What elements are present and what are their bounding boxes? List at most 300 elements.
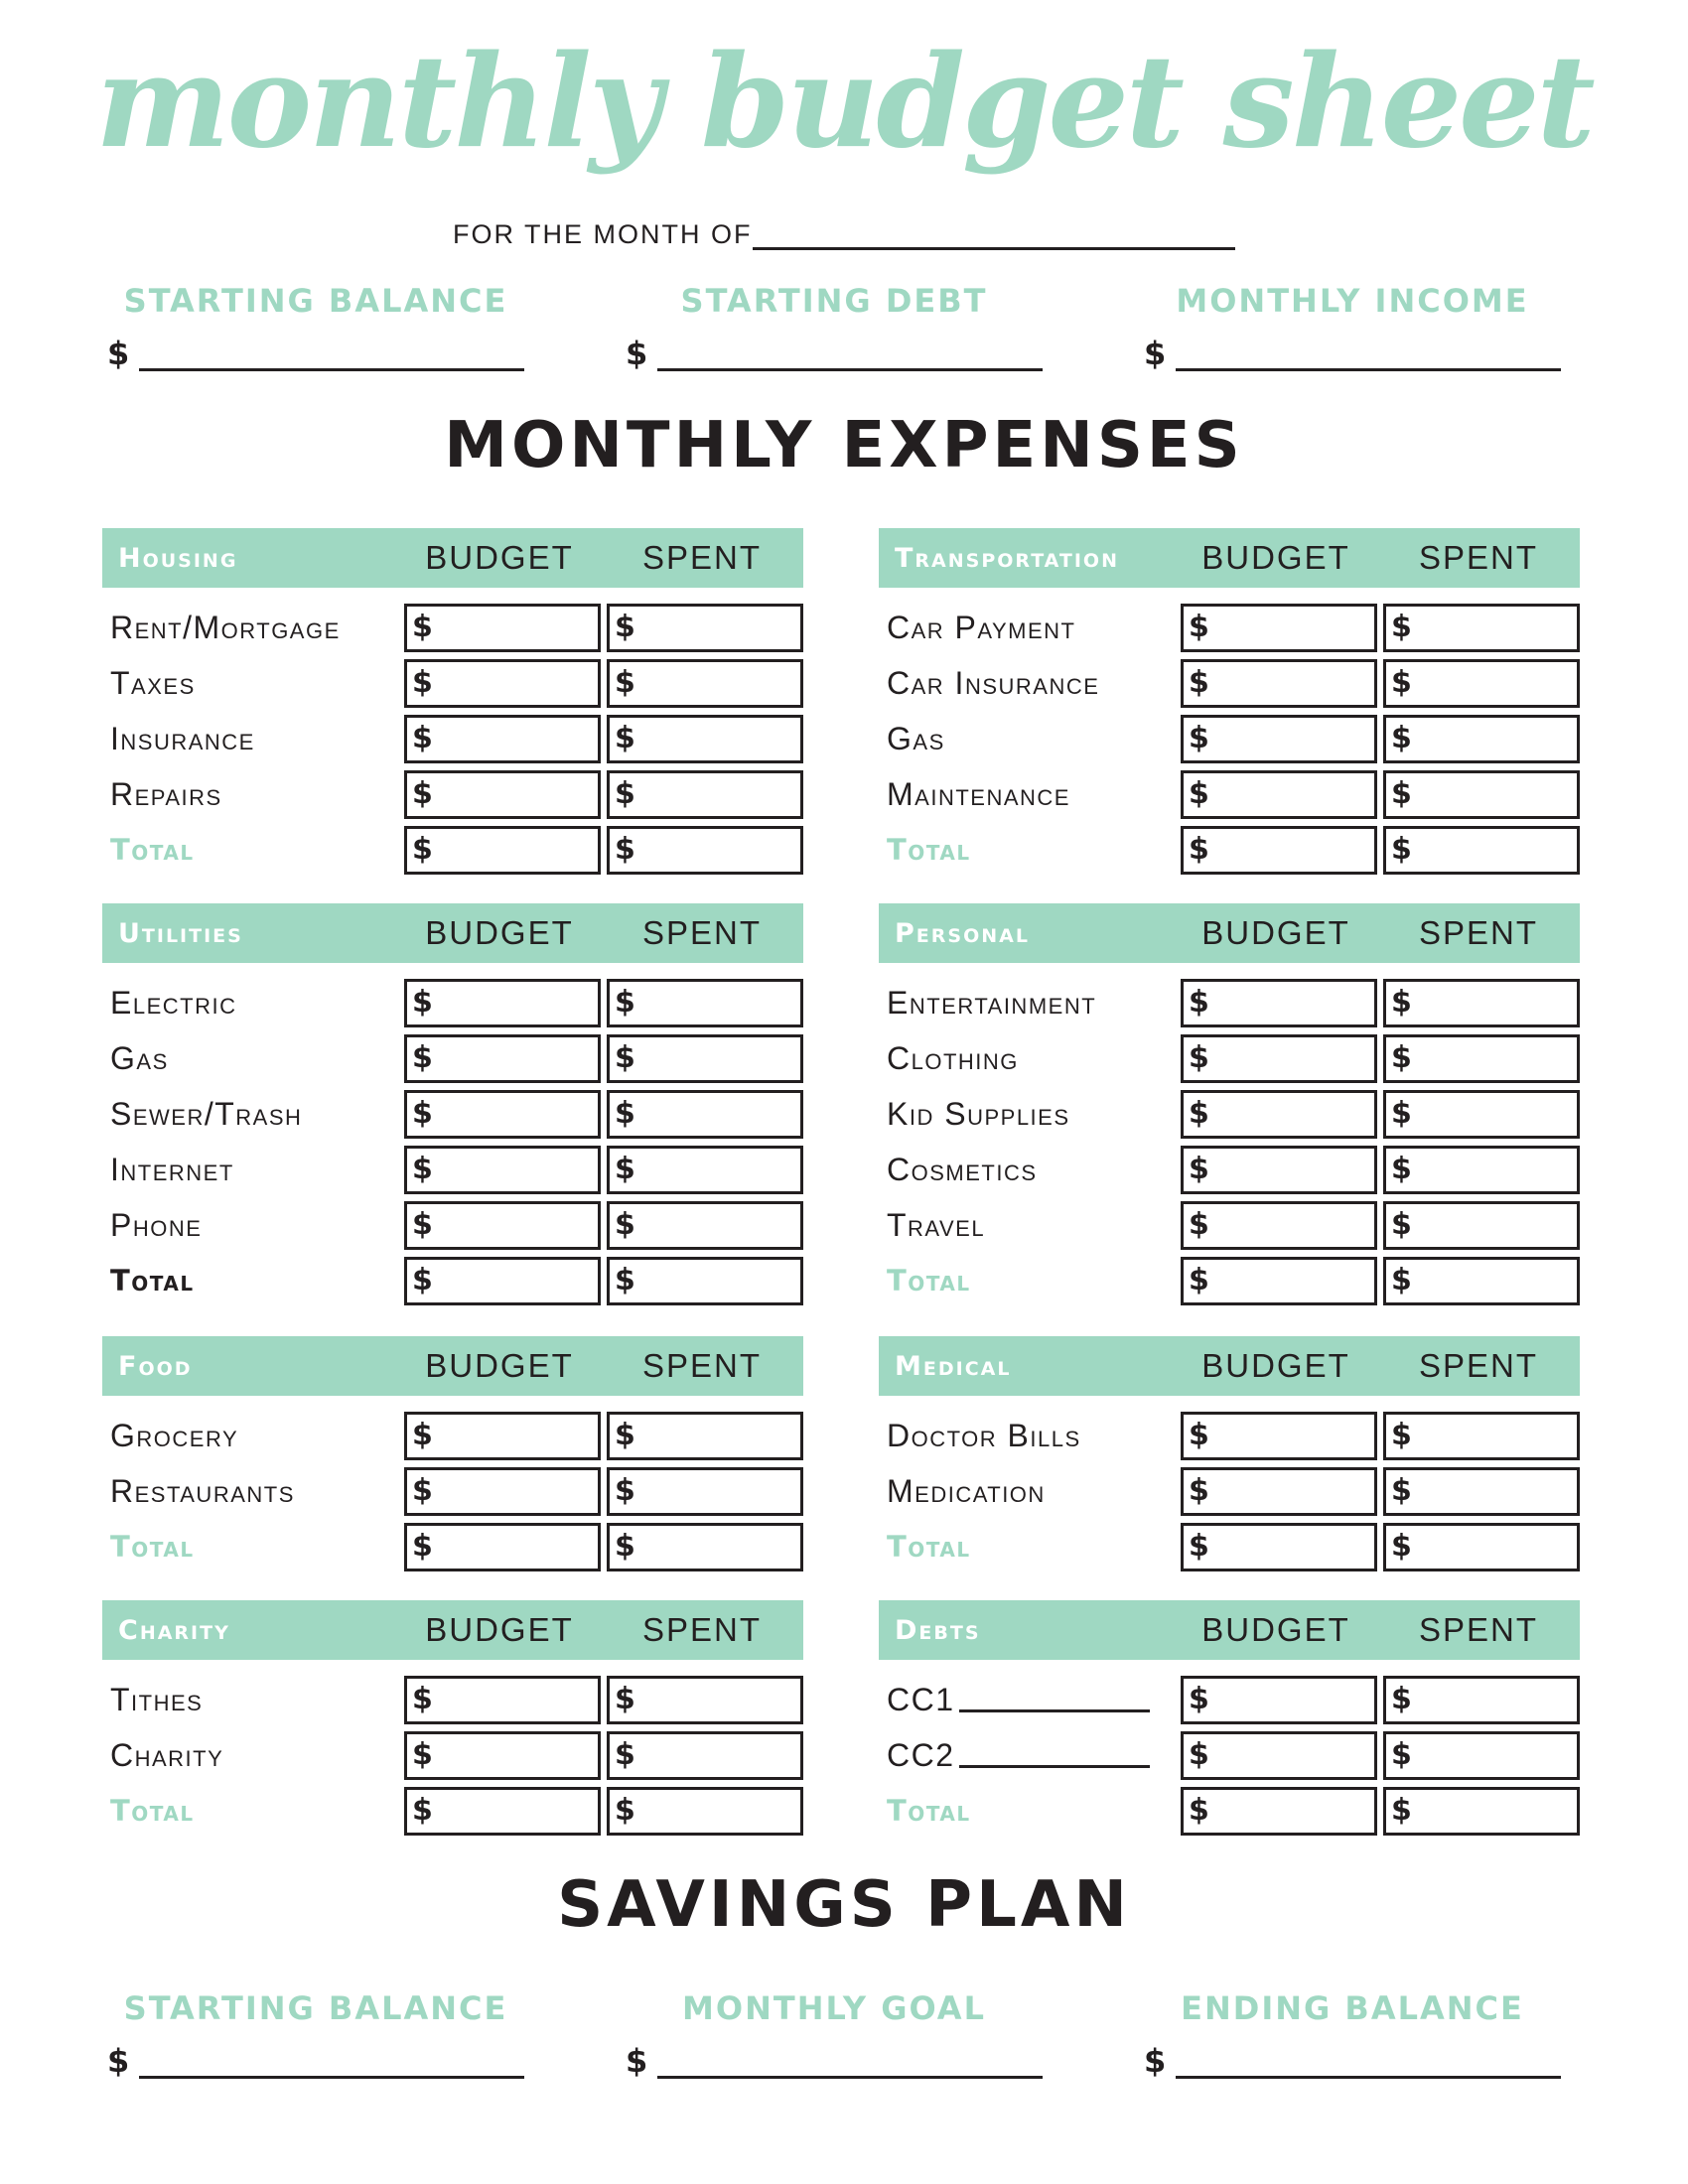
- savings-plan-heading: SAVINGS PLAN: [557, 1868, 1131, 1942]
- budget-input-housing-total[interactable]: [404, 826, 601, 875]
- row-label: Tithes: [110, 1681, 204, 1717]
- expense-row-transportation-car-payment: [879, 600, 1580, 655]
- row-label-container: [102, 1794, 398, 1828]
- expense-row-food-restaurants: [102, 1463, 803, 1519]
- row-label: Maintenance: [887, 775, 1070, 812]
- category-rows: [102, 1408, 803, 1574]
- dollar-sign: $: [1189, 665, 1209, 700]
- row-label: CC1: [887, 1681, 955, 1717]
- row-label: Total: [887, 1530, 971, 1564]
- category-title: Debts: [895, 1614, 981, 1646]
- category-header: [102, 528, 803, 588]
- expense-row-food-total: [102, 1519, 803, 1574]
- spent-input-utilities-sewer-trash[interactable]: [607, 1090, 803, 1139]
- category-header: [879, 1600, 1580, 1660]
- dollar-sign: $: [412, 665, 433, 700]
- row-label-container: [879, 1040, 1175, 1077]
- budget-input-debts-total[interactable]: [1181, 1787, 1377, 1836]
- expense-row-personal-clothing: [879, 1030, 1580, 1086]
- dollar-sign: $: [1391, 1418, 1412, 1452]
- expense-row-housing-total: [102, 822, 803, 878]
- dollar-sign: $: [412, 1096, 433, 1131]
- category-title: Food: [118, 1350, 193, 1382]
- row-label: Clothing: [887, 1039, 1019, 1076]
- spent-column-label: SPENT: [641, 1347, 763, 1384]
- budget-input-personal-cosmetics[interactable]: [1181, 1146, 1377, 1194]
- row-label: Restaurants: [110, 1472, 295, 1509]
- row-label-container: [102, 1530, 398, 1564]
- spent-input-food-grocery[interactable]: [607, 1412, 803, 1460]
- debt-name-input-line[interactable]: [959, 1687, 1150, 1712]
- budget-input-food-total[interactable]: [404, 1523, 601, 1571]
- budget-input-utilities-electric[interactable]: [404, 979, 601, 1027]
- month-field: [453, 214, 1235, 250]
- expense-row-debts-cc1: [879, 1672, 1580, 1727]
- dollar-sign: $: [1189, 610, 1209, 644]
- spent-input-utilities-gas[interactable]: [607, 1034, 803, 1083]
- dollar-sign: $: [412, 1529, 433, 1564]
- dollar-sign: $: [1391, 1793, 1412, 1828]
- row-label-container: [879, 1737, 1175, 1774]
- spent-input-personal-travel[interactable]: [1383, 1201, 1580, 1250]
- field-label: MONTHLY INCOME: [1176, 282, 1529, 320]
- budget-input-medical-medication[interactable]: [1181, 1467, 1377, 1516]
- expense-row-utilities-electric: [102, 975, 803, 1030]
- category-rows: [879, 600, 1580, 878]
- expense-row-transportation-maintenance: [879, 766, 1580, 822]
- row-label: Car Insurance: [887, 664, 1100, 701]
- spent-input-charity-charity[interactable]: [607, 1731, 803, 1780]
- starting-debt-input-line[interactable]: [657, 338, 1043, 371]
- spent-input-transportation-gas[interactable]: [1383, 715, 1580, 763]
- category-rows: [102, 600, 803, 878]
- expense-row-personal-cosmetics: [879, 1142, 1580, 1197]
- dollar-sign: $: [1144, 2042, 1167, 2080]
- spent-column-label: SPENT: [641, 539, 763, 576]
- budget-input-utilities-sewer-trash[interactable]: [404, 1090, 601, 1139]
- expense-row-transportation-car-insurance: [879, 655, 1580, 711]
- row-label: Gas: [887, 720, 945, 756]
- starting-balance-input-line[interactable]: [139, 338, 524, 371]
- dollar-sign: $: [615, 985, 635, 1020]
- row-label: Doctor Bills: [887, 1417, 1081, 1453]
- field-label: STARTING BALANCE: [123, 1989, 508, 2027]
- row-label-container: [879, 1096, 1175, 1133]
- row-label-container: [102, 1264, 398, 1297]
- dollar-sign: $: [1189, 832, 1209, 867]
- monthly-goal-input-line[interactable]: [657, 2045, 1043, 2079]
- expense-row-utilities-internet: [102, 1142, 803, 1197]
- dollar-sign: $: [1189, 1529, 1209, 1564]
- budget-input-utilities-gas[interactable]: [404, 1034, 601, 1083]
- spent-input-debts-total[interactable]: [1383, 1787, 1580, 1836]
- dollar-sign: $: [107, 335, 130, 372]
- spent-input-charity-total[interactable]: [607, 1787, 803, 1836]
- field-label: ENDING BALANCE: [1181, 1989, 1524, 2027]
- monthly-income-input-line[interactable]: [1176, 338, 1561, 371]
- row-label-container: [102, 1682, 398, 1718]
- row-label-container: [102, 1096, 398, 1133]
- category-rows: [102, 975, 803, 1308]
- expense-row-transportation-total: [879, 822, 1580, 878]
- budget-input-transportation-car-payment[interactable]: [1181, 604, 1377, 652]
- dollar-sign: $: [1391, 1473, 1412, 1508]
- budget-column-label: BUDGET: [425, 1347, 574, 1384]
- row-label-container: [879, 1152, 1175, 1188]
- spent-input-housing-total[interactable]: [607, 826, 803, 875]
- dollar-sign: $: [1391, 1737, 1412, 1772]
- row-label-container: [879, 776, 1175, 813]
- row-label: Entertainment: [887, 984, 1097, 1021]
- dollar-sign: $: [615, 665, 635, 700]
- budget-column-label: BUDGET: [425, 539, 574, 576]
- monthly-income-field: [1144, 282, 1561, 371]
- budget-input-charity-charity[interactable]: [404, 1731, 601, 1780]
- category-housing: [102, 528, 803, 878]
- dollar-sign: $: [1144, 335, 1167, 372]
- budget-input-personal-clothing[interactable]: [1181, 1034, 1377, 1083]
- spent-input-medical-medication[interactable]: [1383, 1467, 1580, 1516]
- expense-row-debts-total: [879, 1783, 1580, 1839]
- dollar-sign: $: [1189, 985, 1209, 1020]
- expense-row-housing-repairs: [102, 766, 803, 822]
- row-label-container: [879, 1207, 1175, 1244]
- row-label-container: [102, 985, 398, 1022]
- row-label: Total: [110, 833, 195, 867]
- category-header: [102, 1336, 803, 1396]
- row-label-container: [102, 776, 398, 813]
- expense-row-utilities-total: [102, 1253, 803, 1308]
- row-label-container: [102, 1040, 398, 1077]
- budget-input-transportation-total[interactable]: [1181, 826, 1377, 875]
- budget-input-personal-travel[interactable]: [1181, 1201, 1377, 1250]
- dollar-sign: $: [412, 1418, 433, 1452]
- dollar-sign: $: [1189, 1737, 1209, 1772]
- category-charity: [102, 1600, 803, 1839]
- expense-row-charity-tithes: [102, 1672, 803, 1727]
- expense-row-housing-rent-mortgage: [102, 600, 803, 655]
- row-label-container: [102, 1418, 398, 1454]
- budget-input-transportation-maintenance[interactable]: [1181, 770, 1377, 819]
- row-label-container: [879, 1682, 1175, 1718]
- dollar-sign: $: [412, 1040, 433, 1075]
- dollar-sign: $: [615, 1152, 635, 1186]
- spent-input-housing-rent-mortgage[interactable]: [607, 604, 803, 652]
- debt-name-input-line[interactable]: [959, 1742, 1150, 1768]
- row-label-container: [879, 610, 1175, 646]
- budget-input-personal-entertainment[interactable]: [1181, 979, 1377, 1027]
- row-label-container: [879, 1794, 1175, 1828]
- row-label: Total: [887, 1264, 971, 1297]
- dollar-sign: $: [615, 1263, 635, 1297]
- row-label: Charity: [110, 1736, 224, 1773]
- dollar-sign: $: [1391, 610, 1412, 644]
- dollar-sign: $: [1189, 721, 1209, 755]
- spent-input-charity-tithes[interactable]: [607, 1676, 803, 1724]
- expense-row-personal-entertainment: [879, 975, 1580, 1030]
- spent-input-utilities-internet[interactable]: [607, 1146, 803, 1194]
- row-label: Grocery: [110, 1417, 239, 1453]
- category-title: Medical: [895, 1350, 1012, 1382]
- spent-column-label: SPENT: [1418, 539, 1539, 576]
- row-label-container: [102, 1473, 398, 1510]
- expense-row-medical-total: [879, 1519, 1580, 1574]
- budget-input-housing-taxes[interactable]: [404, 659, 601, 708]
- budget-input-debts-cc2[interactable]: [1181, 1731, 1377, 1780]
- category-rows: [879, 1408, 1580, 1574]
- dollar-sign: $: [412, 1682, 433, 1716]
- dollar-sign: $: [1189, 1263, 1209, 1297]
- dollar-sign: $: [1391, 985, 1412, 1020]
- row-label-container: [879, 1473, 1175, 1510]
- row-label-container: [879, 1418, 1175, 1454]
- expense-row-utilities-phone: [102, 1197, 803, 1253]
- budget-input-utilities-phone[interactable]: [404, 1201, 601, 1250]
- expense-row-medical-doctor-bills: [879, 1408, 1580, 1463]
- dollar-sign: $: [1391, 1207, 1412, 1242]
- dollar-sign: $: [412, 1737, 433, 1772]
- row-label: Phone: [110, 1206, 203, 1243]
- dollar-sign: $: [1391, 1152, 1412, 1186]
- row-label: Insurance: [110, 720, 255, 756]
- spent-column-label: SPENT: [1418, 1611, 1539, 1648]
- spent-input-utilities-electric[interactable]: [607, 979, 803, 1027]
- starting-debt-field: [626, 282, 1043, 371]
- savings-starting-balance-field: [107, 1989, 524, 2079]
- budget-input-personal-kid-supplies[interactable]: [1181, 1090, 1377, 1139]
- category-debts: [879, 1600, 1580, 1839]
- spent-input-personal-clothing[interactable]: [1383, 1034, 1580, 1083]
- spent-input-housing-taxes[interactable]: [607, 659, 803, 708]
- budget-input-transportation-car-insurance[interactable]: [1181, 659, 1377, 708]
- budget-input-housing-repairs[interactable]: [404, 770, 601, 819]
- row-label: Repairs: [110, 775, 222, 812]
- row-label-container: [102, 1207, 398, 1244]
- expense-row-charity-charity: [102, 1727, 803, 1783]
- spent-input-personal-entertainment[interactable]: [1383, 979, 1580, 1027]
- dollar-sign: $: [1391, 721, 1412, 755]
- dollar-sign: $: [412, 1207, 433, 1242]
- ending-balance-input-line[interactable]: [1176, 2045, 1561, 2079]
- budget-input-housing-rent-mortgage[interactable]: [404, 604, 601, 652]
- category-header: [879, 528, 1580, 588]
- category-title: Transportation: [895, 542, 1119, 574]
- savings-starting-balance-input-line[interactable]: [139, 2045, 524, 2079]
- dollar-sign: $: [626, 335, 648, 372]
- dollar-sign: $: [1391, 1040, 1412, 1075]
- row-label: Kid Supplies: [887, 1095, 1070, 1132]
- expense-row-medical-medication: [879, 1463, 1580, 1519]
- dollar-sign: $: [1391, 665, 1412, 700]
- budget-column-label: BUDGET: [1201, 914, 1350, 951]
- category-title: Personal: [895, 917, 1030, 949]
- category-rows: [879, 1672, 1580, 1839]
- category-rows: [879, 975, 1580, 1308]
- expense-row-utilities-gas: [102, 1030, 803, 1086]
- spent-input-transportation-maintenance[interactable]: [1383, 770, 1580, 819]
- spent-column-label: SPENT: [641, 914, 763, 951]
- budget-input-transportation-gas[interactable]: [1181, 715, 1377, 763]
- dollar-sign: $: [1391, 1096, 1412, 1131]
- budget-column-label: BUDGET: [1201, 1611, 1350, 1648]
- budget-input-medical-doctor-bills[interactable]: [1181, 1412, 1377, 1460]
- budget-input-medical-total[interactable]: [1181, 1523, 1377, 1571]
- row-label-container: [879, 985, 1175, 1022]
- row-label: Rent/Mortgage: [110, 609, 341, 645]
- dollar-sign: $: [615, 1096, 635, 1131]
- expense-row-housing-taxes: [102, 655, 803, 711]
- dollar-sign: $: [412, 1152, 433, 1186]
- dollar-sign: $: [1189, 1152, 1209, 1186]
- row-label: Car Payment: [887, 609, 1076, 645]
- category-title: Housing: [118, 542, 238, 574]
- budget-column-label: BUDGET: [425, 914, 574, 951]
- page-title: monthly budget sheet: [95, 28, 1593, 177]
- budget-input-food-grocery[interactable]: [404, 1412, 601, 1460]
- dollar-sign: $: [1189, 1473, 1209, 1508]
- dollar-sign: $: [1391, 776, 1412, 811]
- category-utilities: [102, 903, 803, 1308]
- category-personal: [879, 903, 1580, 1308]
- field-label: MONTHLY GOAL: [682, 1989, 986, 2027]
- spent-input-utilities-total[interactable]: [607, 1257, 803, 1305]
- monthly-expenses-heading: MONTHLY EXPENSES: [444, 409, 1244, 482]
- row-label-container: [879, 833, 1175, 867]
- row-label: Total: [110, 1794, 195, 1828]
- budget-input-debts-cc1[interactable]: [1181, 1676, 1377, 1724]
- spent-input-medical-doctor-bills[interactable]: [1383, 1412, 1580, 1460]
- spent-input-transportation-car-payment[interactable]: [1383, 604, 1580, 652]
- month-input-line[interactable]: [753, 220, 1235, 250]
- spent-input-housing-repairs[interactable]: [607, 770, 803, 819]
- row-label: Sewer/Trash: [110, 1095, 303, 1132]
- field-label: STARTING DEBT: [680, 282, 988, 320]
- row-label: Total: [110, 1264, 195, 1297]
- dollar-sign: $: [615, 1473, 635, 1508]
- dollar-sign: $: [1391, 832, 1412, 867]
- row-label: Taxes: [110, 664, 196, 701]
- dollar-sign: $: [1391, 1263, 1412, 1297]
- starting-balance-field: [107, 282, 524, 371]
- expense-row-personal-total: [879, 1253, 1580, 1308]
- row-label: Gas: [110, 1039, 169, 1076]
- row-label-container: [102, 833, 398, 867]
- budget-input-housing-insurance[interactable]: [404, 715, 601, 763]
- dollar-sign: $: [1189, 1207, 1209, 1242]
- dollar-sign: $: [615, 1207, 635, 1242]
- spent-input-food-total[interactable]: [607, 1523, 803, 1571]
- dollar-sign: $: [615, 1682, 635, 1716]
- row-label-container: [879, 1264, 1175, 1297]
- dollar-sign: $: [412, 1793, 433, 1828]
- spent-input-debts-cc1[interactable]: [1383, 1676, 1580, 1724]
- budget-column-label: BUDGET: [1201, 539, 1350, 576]
- spent-input-transportation-total[interactable]: [1383, 826, 1580, 875]
- category-medical: [879, 1336, 1580, 1574]
- row-label: Total: [887, 833, 971, 867]
- row-label: Medication: [887, 1472, 1046, 1509]
- dollar-sign: $: [412, 610, 433, 644]
- dollar-sign: $: [1189, 1096, 1209, 1131]
- spent-input-housing-insurance[interactable]: [607, 715, 803, 763]
- dollar-sign: $: [615, 1040, 635, 1075]
- category-food: [102, 1336, 803, 1574]
- row-label: Internet: [110, 1151, 234, 1187]
- budget-input-utilities-internet[interactable]: [404, 1146, 601, 1194]
- row-label: Cosmetics: [887, 1151, 1038, 1187]
- spent-input-personal-kid-supplies[interactable]: [1383, 1090, 1580, 1139]
- category-title: Charity: [118, 1614, 230, 1646]
- spent-input-personal-cosmetics[interactable]: [1383, 1146, 1580, 1194]
- spent-input-debts-cc2[interactable]: [1383, 1731, 1580, 1780]
- budget-input-charity-tithes[interactable]: [404, 1676, 601, 1724]
- dollar-sign: $: [1189, 1682, 1209, 1716]
- row-label-container: [879, 1530, 1175, 1564]
- row-label-container: [102, 610, 398, 646]
- dollar-sign: $: [1189, 1418, 1209, 1452]
- expense-row-charity-total: [102, 1783, 803, 1839]
- budget-column-label: BUDGET: [1201, 1347, 1350, 1384]
- row-label: Electric: [110, 984, 237, 1021]
- dollar-sign: $: [412, 985, 433, 1020]
- category-title: Utilities: [118, 917, 243, 949]
- spent-column-label: SPENT: [1418, 914, 1539, 951]
- monthly-goal-field: [626, 1989, 1043, 2079]
- dollar-sign: $: [615, 832, 635, 867]
- budget-input-utilities-total[interactable]: [404, 1257, 601, 1305]
- expense-row-debts-cc2: [879, 1727, 1580, 1783]
- budget-input-personal-total[interactable]: [1181, 1257, 1377, 1305]
- dollar-sign: $: [626, 2042, 648, 2080]
- spent-input-food-restaurants[interactable]: [607, 1467, 803, 1516]
- spent-input-utilities-phone[interactable]: [607, 1201, 803, 1250]
- dollar-sign: $: [615, 1529, 635, 1564]
- dollar-sign: $: [107, 2042, 130, 2080]
- dollar-sign: $: [1391, 1529, 1412, 1564]
- spent-input-personal-total[interactable]: [1383, 1257, 1580, 1305]
- expense-row-housing-insurance: [102, 711, 803, 766]
- row-label: Total: [110, 1530, 195, 1564]
- category-rows: [102, 1672, 803, 1839]
- budget-input-food-restaurants[interactable]: [404, 1467, 601, 1516]
- dollar-sign: $: [1189, 776, 1209, 811]
- dollar-sign: $: [1189, 1793, 1209, 1828]
- dollar-sign: $: [615, 1737, 635, 1772]
- spent-input-medical-total[interactable]: [1383, 1523, 1580, 1571]
- row-label-container: [879, 721, 1175, 757]
- spent-input-transportation-car-insurance[interactable]: [1383, 659, 1580, 708]
- row-label: Total: [887, 1794, 971, 1828]
- dollar-sign: $: [412, 1473, 433, 1508]
- row-label: CC2: [887, 1736, 955, 1773]
- category-transportation: [879, 528, 1580, 878]
- expense-row-utilities-sewer-trash: [102, 1086, 803, 1142]
- ending-balance-field: [1144, 1989, 1561, 2079]
- category-header: [102, 903, 803, 963]
- category-header: [879, 1336, 1580, 1396]
- dollar-sign: $: [1189, 1040, 1209, 1075]
- budget-input-charity-total[interactable]: [404, 1787, 601, 1836]
- row-label-container: [102, 1152, 398, 1188]
- field-label: STARTING BALANCE: [123, 282, 508, 320]
- dollar-sign: $: [412, 776, 433, 811]
- dollar-sign: $: [412, 721, 433, 755]
- spent-column-label: SPENT: [641, 1611, 763, 1648]
- spent-column-label: SPENT: [1418, 1347, 1539, 1384]
- dollar-sign: $: [615, 610, 635, 644]
- category-header: [879, 903, 1580, 963]
- dollar-sign: $: [1391, 1682, 1412, 1716]
